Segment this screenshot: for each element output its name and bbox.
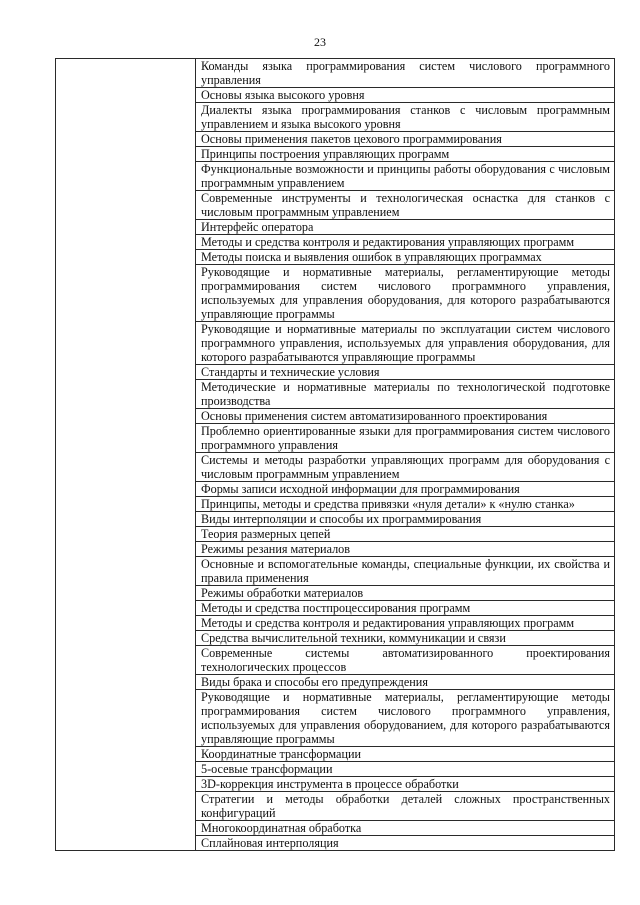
knowledge-item: Функциональные возможности и принципы работы оборудования с числовым программным управлением <box>196 162 615 191</box>
knowledge-item: Основы применения систем автоматизированного проектирования <box>196 409 615 424</box>
knowledge-item: Формы записи исходной информации для программирования <box>196 482 615 497</box>
knowledge-item: Основы применения пакетов цехового программирования <box>196 132 615 147</box>
knowledge-item: Средства вычислительной техники, коммуникации и связи <box>196 631 615 646</box>
knowledge-item: Теория размерных цепей <box>196 527 615 542</box>
knowledge-item: Координатные трансформации <box>196 747 615 762</box>
knowledge-item: Современные инструменты и технологическая оснастка для станков с числовым программным управлением <box>196 191 615 220</box>
table-row <box>56 59 615 88</box>
knowledge-item: Интерфейс оператора <box>196 220 615 235</box>
knowledge-item: Методы поиска и выявления ошибок в управляющих программах <box>196 250 615 265</box>
knowledge-item: Режимы обработки материалов <box>196 586 615 601</box>
knowledge-item: Стратегии и методы обработки деталей сложных пространственных конфигураций <box>196 792 615 821</box>
merged-left-cell <box>56 59 196 851</box>
knowledge-item: 5-осевые трансформации <box>196 762 615 777</box>
knowledge-item: Виды брака и способы его предупреждения <box>196 675 615 690</box>
knowledge-item: Методические и нормативные материалы по технологической подготовке производства <box>196 380 615 409</box>
knowledge-item: Методы и средства постпроцессирования программ <box>196 601 615 616</box>
knowledge-item: Системы и методы разработки управляющих программ для оборудования с числовым программным управлением <box>196 453 615 482</box>
knowledge-item: Стандарты и технические условия <box>196 365 615 380</box>
knowledge-item: Принципы построения управляющих программ <box>196 147 615 162</box>
knowledge-item: Методы и средства контроля и редактирования управляющих программ <box>196 616 615 631</box>
page-number: 23 <box>314 35 326 49</box>
knowledge-item: Многокоординатная обработка <box>196 821 615 836</box>
knowledge-item: Команды языка программирования систем числового программного управления <box>196 59 615 88</box>
knowledge-item: Основы языка высокого уровня <box>196 88 615 103</box>
knowledge-item: Режимы резания материалов <box>196 542 615 557</box>
knowledge-item: Диалекты языка программирования станков с числовым программным управлением и языка высокого уровня <box>196 103 615 132</box>
knowledge-item: Проблемно ориентированные языки для программирования систем числового программного управления <box>196 424 615 453</box>
knowledge-item: Руководящие и нормативные материалы по эксплуатации систем числового программного управления, используемых для управления оборудования, для которого разрабатываются управляющие программы <box>196 322 615 365</box>
knowledge-table-body <box>56 59 615 851</box>
knowledge-item: Современные системы автоматизированного проектирования технологических процессов <box>196 646 615 675</box>
knowledge-item: Сплайновая интерполяция <box>196 836 615 851</box>
knowledge-item: Виды интерполяции и способы их программирования <box>196 512 615 527</box>
knowledge-table <box>55 58 615 851</box>
knowledge-item: 3D-коррекция инструмента в процессе обработки <box>196 777 615 792</box>
knowledge-item: Принципы, методы и средства привязки «нуля детали» к «нулю станка» <box>196 497 615 512</box>
knowledge-item: Основные и вспомогательные команды, специальные функции, их свойства и правила применения <box>196 557 615 586</box>
knowledge-item: Руководящие и нормативные материалы, регламентирующие методы программирования систем числового программного управления, используемых для управления оборудования, для которого разрабатываются управляющие программы <box>196 265 615 322</box>
knowledge-item: Методы и средства контроля и редактирования управляющих программ <box>196 235 615 250</box>
knowledge-item: Руководящие и нормативные материалы, регламентирующие методы программирования систем числового программного управления, используемых для управления оборудованием, для которого разрабатываются управляющие программы <box>196 690 615 747</box>
